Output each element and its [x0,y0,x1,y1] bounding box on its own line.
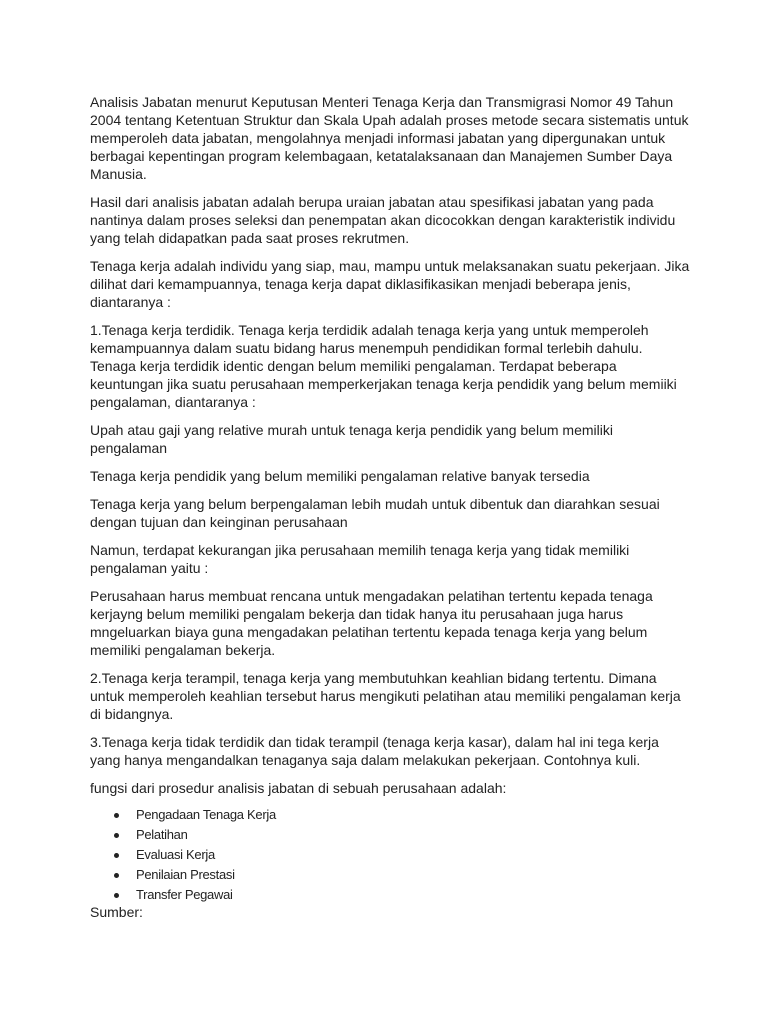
paragraph-analisis-jabatan: Analisis Jabatan menurut Keputusan Menteri Tenaga Kerja dan Transmigrasi Nomor 49 Tahun 2004 tentang Ketentuan Struktur dan Skala Upah adalah proses metode secara sistematis untuk memperoleh data jabatan, mengolahnya menjadi informasi jabatan yang dipergunakan untuk berbagai kepentingan program kelembagaan, ketatalaksanaan dan Manajemen Sumber Daya Manusia. [90,94,689,182]
bullet-item [90,845,690,865]
fungsi-bullet-list [90,805,690,905]
paragraph-keuntungan-3: Tenaga kerja yang belum berpengalaman lebih mudah untuk dibentuk dan diarahkan sesuai dengan tujuan dan keinginan perusahaan [90,496,660,530]
bullet-item-label: Pelatihan [136,827,188,842]
paragraph-tenaga-kerja-kasar: 3.Tenaga kerja tidak terdidik dan tidak terampil (tenaga kerja kasar), dalam hal ini tega kerja yang hanya mengandalkan tenaganya saja dalam melakukan pekerjaan. Contohnya kuli. [90,734,659,768]
bullet-item-label: Evaluasi Kerja [136,847,215,862]
bullet-item [90,885,690,905]
bullet-dot-icon [114,813,119,818]
paragraph-kekurangan-intro: Namun, terdapat kekurangan jika perusahaan memilih tenaga kerja yang tidak memiliki pengalaman yaitu : [90,542,630,576]
bullet-item-label: Transfer Pegawai [136,887,233,902]
source-label: Sumber: [90,904,143,920]
bullet-item-label: Penilaian Prestasi [136,867,235,882]
bullet-item [90,805,690,825]
bullet-dot-icon [114,893,119,898]
bullet-item [90,825,690,845]
paragraph-fungsi-intro: fungsi dari prosedur analisis jabatan di sebuah perusahaan adalah: [90,780,507,796]
bullet-dot-icon [114,833,119,838]
document-body [90,93,690,921]
paragraph-keuntungan-2: Tenaga kerja pendidik yang belum memiliki pengalaman relative banyak tersedia [90,468,590,484]
paragraph-hasil-analisis: Hasil dari analisis jabatan adalah berupa uraian jabatan atau spesifikasi jabatan yang pada nantinya dalam proses seleksi dan penempatan akan dicocokkan dengan karakteristik individu yang telah didapatkan pada saat proses rekrutmen. [90,194,676,246]
paragraph-keuntungan-1: Upah atau gaji yang relative murah untuk tenaga kerja pendidik yang belum memiliki pengalaman [90,422,613,456]
paragraph-tenaga-kerja-terdidik: 1.Tenaga kerja terdidik. Tenaga kerja terdidik adalah tenaga kerja yang untuk memperoleh kemampuannya dalam suatu bidang harus menempuh pendidikan formal terlebih dahulu. Tenaga kerja terdidik identic dengan belum memiliki pengalaman. Terdapat beberapa keuntungan jika suatu perusahaan memperkerjakan tenaga kerja pendidik yang belum memiiki pengalaman, diantaranya : [90,322,677,410]
paragraph-kekurangan: Perusahaan harus membuat rencana untuk mengadakan pelatihan tertentu kepada tenaga kerjayng belum memiliki pengalam bekerja dan tidak hanya itu perusahaan juga harus mngeluarkan biaya guna mengadakan pelatihan tertentu kepada tenaga kerja yang belum memiliki pengalaman bekerja. [90,588,653,658]
bullet-dot-icon [114,873,119,878]
bullet-dot-icon [114,853,119,858]
bullet-item-label: Pengadaan Tenaga Kerja [136,807,276,822]
paragraph-tenaga-kerja: Tenaga kerja adalah individu yang siap, mau, mampu untuk melaksanakan suatu pekerjaan. Jika dilihat dari kemampuannya, tenaga kerja dapat diklasifikasikan menjadi beberapa jenis, diantaranya : [90,258,690,310]
paragraph-tenaga-kerja-terampil: 2.Tenaga kerja terampil, tenaga kerja yang membutuhkan keahlian bidang tertentu. Dimana untuk memperoleh keahlian tersebut harus mengikuti pelatihan atau memiliki pengalaman kerja di bidangnya. [90,670,681,722]
bullet-item [90,865,690,885]
